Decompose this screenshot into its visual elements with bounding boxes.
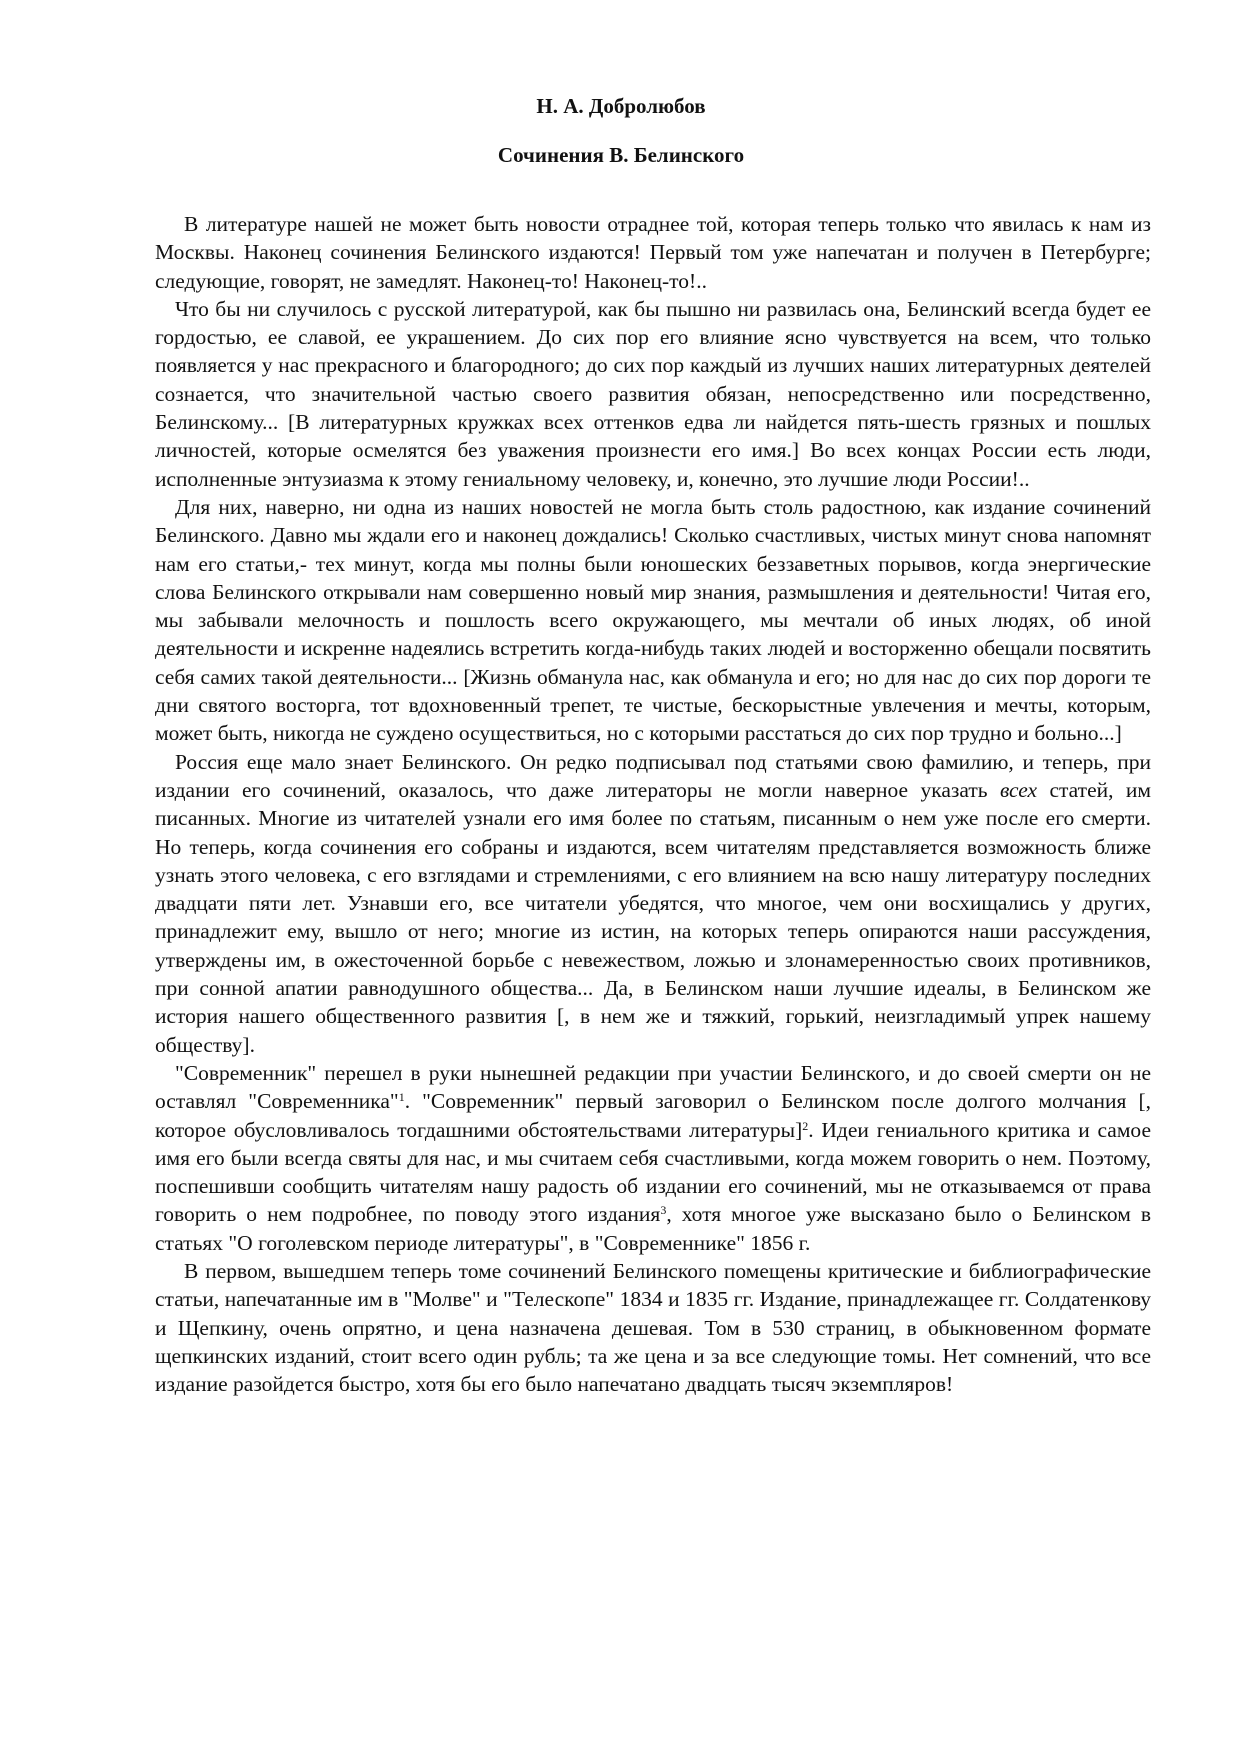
footnote-ref-3: 3 (660, 1203, 667, 1218)
paragraph-1: В литературе нашей не может быть новости отраднее той, которая теперь только что явилась к нам из Москвы. Наконец сочинения Белинского издаются! Первый том уже напечатан и получен в Петербурге; следующие, говорят, не замедлят. Наконец-то! Наконец-то!.. (155, 212, 1151, 293)
paragraph-4-part-a: Россия еще мало знает Белинского. Он редко подписывал под статьями свою фамилию, и теперь, при издании его сочинений, оказалось, что даже литераторы не могли наверное указать (155, 749, 1151, 802)
document-title: Сочинения В. Белинского (497, 143, 745, 167)
document-body (155, 210, 1151, 1398)
paragraph-5-part-d: , хотя многое уже высказано было о Белинском в статьях "О гоголевском периоде литературы", в "Современнике" 1856 г. (155, 1202, 1151, 1255)
paragraph-4-part-b: статей, им писанных. Многие из читателей узнали его имя более по статьям, писанным о нем уже после его смерти. Но теперь, когда сочинения его собраны и издаются, всем читателям представляется возможность ближе узнать этого человека, с его взглядами и стремлениями, с его влиянием на всю нашу литературу последних двадцати пяти лет. Узнавши его, все читатели убедятся, что многое, чем они восхищались у других, принадлежит ему, вышло от него; многие из истин, на которых теперь опираются наши рассуждения, утверждены им, в ожесточенной борьбе с невежеством, ложью и злонамеренностью своих противников, при сонной апатии равнодушного общества... Да, в Белинском наши лучшие идеалы, в Белинском же история нашего общественного развития [, в нем же и тяжкий, горький, неизгладимый упрек нашему обществу]. (155, 777, 1151, 1057)
paragraph-4 (155, 748, 1151, 1059)
document-author: Н. А. Добролюбов (536, 94, 706, 118)
footnote-ref-1: 1 (398, 1090, 405, 1105)
paragraph-5-part-b: . "Современник" первый заговорил о Белинском после долгого молчания [, которое обусловливалось тогдашними обстоятельствами литературы] (155, 1089, 1151, 1142)
paragraph-2: Что бы ни случилось с русской литературой, как бы пышно ни развилась она, Белинский всегда будет ее гордостью, ее славой, ее украшением. До сих пор его влияние ясно чувствуется на всем, что только появляется у нас прекрасного и благородного; до сих пор каждый из лучших наших литературных деятелей сознается, что значительной частью своего развития обязан, непосредственно или посредственно, Белинскому... [В литературных кружках всех оттенков едва ли найдется пять-шесть грязных и пошлых личностей, которые осмелятся без уважения произнести его имя.] Во всех концах России есть люди, исполненные энтузиазма к этому гениальному человеку, и, конечно, это лучшие люди России!.. (155, 296, 1151, 491)
paragraph-3: Для них, наверно, ни одна из наших новостей не могла быть столь радостною, как издание сочинений Белинского. Давно мы ждали его и наконец дождались! Сколько счастливых, чистых минут снова напомнят нам его статьи,- тех минут, когда мы полны были юношеских беззаветных порывов, когда энергические слова Белинского открывали нам совершенно новый мир знания, размышления и деятельности! Читая его, мы забывали мелочность и пошлость всего окружающего, мы мечтали об иных людях, об иной деятельности и искренне надеялись встретить когда-нибудь таких людей и восторженно обещали посвятить себя самих такой деятельности... [Жизнь обманула нас, как обманула и его; но для нас до сих пор дороги те дни святого восторга, тот вдохновенный трепет, те чистые, бескорыстные увлечения и мечты, которым, может быть, никогда не суждено осуществиться, но с которыми расстаться до сих пор трудно и больно...] (155, 494, 1151, 746)
paragraph-6: В первом, вышедшем теперь томе сочинений Белинского помещены критические и библиографические статьи, напечатанные им в "Молве" и "Телескопе" 1834 и 1835 гг. Издание, принадлежащее гг. Солдатенкову и Щепкину, очень опрятно, и цена назначена дешевая. Том в 530 страниц, в обыкновенном формате щепкинских изданий, стоит всего один рубль; та же цена и за все следующие томы. Нет сомнений, что все издание разойдется быстро, хотя бы его было напечатано двадцать тысяч экземпляров! (155, 1258, 1151, 1397)
paragraph-4-emphasis: всех (999, 777, 1038, 802)
footnote-ref-2: 2 (802, 1118, 809, 1133)
paragraph-5-part-a: "Современник" перешел в руки нынешней редакции при участии Белинского, и до своей смерти он не оставлял "Современника" (155, 1060, 1151, 1114)
paragraph-5 (155, 1059, 1151, 1257)
paragraph-5-part-c: . Идеи гениального критика и самое имя его были всегда святы для нас, и мы считаем себя счастливыми, когда можем говорить о нем. Поэтому, поспешивши сообщить читателям нашу радость об издании его сочинений, мы не отказываемся от права говорить о нем подробнее, по поводу этого издания (155, 1117, 1151, 1227)
